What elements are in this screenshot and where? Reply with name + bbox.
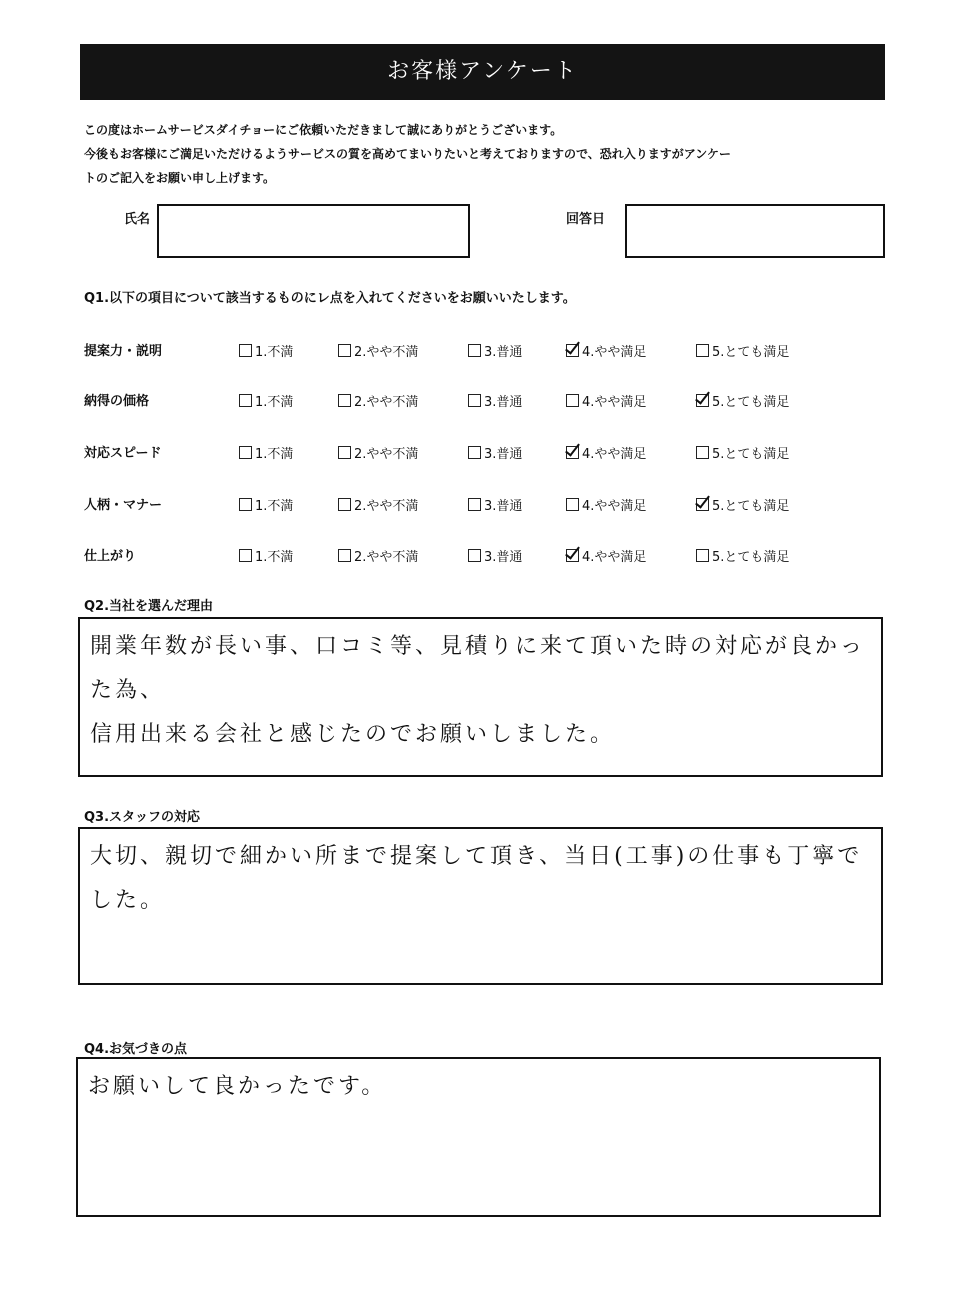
q1-option[interactable]	[696, 391, 789, 410]
checkbox-icon[interactable]	[468, 549, 481, 562]
checkbox-icon[interactable]	[468, 344, 481, 357]
intro-line-1: この度はホームサービスダイチョーにご依頼いただきまして誠にありがとうございます。	[84, 123, 563, 137]
q1-option-label: 2.やや不満	[354, 447, 419, 462]
q1-option[interactable]	[566, 391, 646, 410]
q1-option[interactable]	[239, 546, 293, 565]
q1-row	[84, 545, 884, 569]
q1-option[interactable]	[468, 341, 522, 360]
q1-row	[84, 442, 884, 466]
q2-title: Q2.当社を選んだ理由	[84, 599, 214, 614]
q1-row-label: 人柄・マナー	[84, 498, 163, 513]
q1-option[interactable]	[468, 495, 522, 514]
checkbox-icon[interactable]	[239, 344, 252, 357]
checked-checkbox-icon[interactable]	[696, 498, 709, 511]
checkbox-icon[interactable]	[696, 549, 709, 562]
q1-option[interactable]	[468, 443, 522, 462]
q1-option[interactable]	[566, 443, 646, 462]
q1-option-label: 4.やや満足	[582, 345, 647, 360]
q1-option-label: 5.とても満足	[712, 345, 790, 360]
q1-row-label: 提案力・説明	[84, 344, 163, 359]
q1-row-label: 仕上がり	[84, 549, 137, 564]
checkbox-icon[interactable]	[468, 498, 481, 511]
q1-option-label: 1.不満	[255, 499, 294, 514]
q1-option[interactable]	[338, 546, 418, 565]
q1-title: Q1.以下の項目について該当するものにレ点を入れてくださいをお願いいたします。	[84, 291, 576, 306]
q1-option-label: 1.不満	[255, 345, 294, 360]
q1-option-label: 5.とても満足	[712, 550, 790, 565]
q2-answer-line-2: 信用出来る会社と感じたのでお願いしました。	[90, 722, 616, 747]
q1-option[interactable]	[468, 546, 522, 565]
q1-row	[84, 494, 884, 518]
q1-option-label: 4.やや満足	[582, 499, 647, 514]
q1-option-label: 4.やや満足	[582, 447, 647, 462]
q4-answer-box[interactable]	[76, 1057, 881, 1217]
intro-line-3: トのご記入をお願い申し上げます。	[84, 171, 276, 185]
q1-option-label: 2.やや不満	[354, 499, 419, 514]
q1-row-label: 納得の価格	[84, 394, 150, 409]
q1-option-label: 3.普通	[484, 447, 523, 462]
q1-option-label: 2.やや不満	[354, 550, 419, 565]
q1-option[interactable]	[338, 495, 418, 514]
q1-option[interactable]	[338, 391, 418, 410]
q1-option-label: 1.不満	[255, 447, 294, 462]
q1-option[interactable]	[696, 495, 789, 514]
q1-option[interactable]	[239, 391, 293, 410]
survey-title: お客様アンケート	[80, 44, 885, 100]
q1-option-label: 5.とても満足	[712, 395, 790, 410]
q1-option[interactable]	[566, 495, 646, 514]
q1-option-label: 5.とても満足	[712, 499, 790, 514]
name-field[interactable]	[157, 204, 470, 258]
checkbox-icon[interactable]	[468, 394, 481, 407]
q1-option[interactable]	[566, 341, 646, 360]
q4-answer-line-1: お願いして良かったです。	[88, 1074, 387, 1099]
q1-row	[84, 340, 884, 364]
checkbox-icon[interactable]	[239, 394, 252, 407]
q1-option-label: 3.普通	[484, 499, 523, 514]
q1-row	[84, 390, 884, 414]
q2-answer-box[interactable]	[78, 617, 883, 777]
checked-checkbox-icon[interactable]	[566, 549, 579, 562]
q1-option[interactable]	[566, 546, 646, 565]
q1-option-label: 1.不満	[255, 550, 294, 565]
intro-line-2: 今後もお客様にご満足いただけるようサービスの質を高めてまいりたいと考えておりますので、恐れ入りますがアンケー	[84, 147, 732, 161]
q1-option[interactable]	[239, 341, 293, 360]
q1-option[interactable]	[239, 443, 293, 462]
q1-option-label: 3.普通	[484, 395, 523, 410]
checkbox-icon[interactable]	[696, 446, 709, 459]
checkbox-icon[interactable]	[338, 498, 351, 511]
q3-answer-box[interactable]	[78, 827, 883, 985]
q1-row-label: 対応スピード	[84, 446, 162, 461]
q1-option[interactable]	[468, 391, 522, 410]
date-label: 回答日	[566, 212, 606, 227]
q1-option-label: 4.やや満足	[582, 550, 647, 565]
q1-option-label: 2.やや不満	[354, 395, 419, 410]
checkbox-icon[interactable]	[696, 344, 709, 357]
q3-answer-line-1: 大切、親切で細かい所まで提案して頂き、当日(工事)の仕事も丁寧でした。	[90, 844, 863, 913]
intro-text	[84, 118, 884, 190]
checkbox-icon[interactable]	[239, 446, 252, 459]
q1-option-label: 4.やや満足	[582, 395, 647, 410]
checkbox-icon[interactable]	[239, 498, 252, 511]
checkbox-icon[interactable]	[566, 498, 579, 511]
checkbox-icon[interactable]	[239, 549, 252, 562]
q4-title: Q4.お気づきの点	[84, 1042, 188, 1057]
date-field[interactable]	[625, 204, 885, 258]
q1-option[interactable]	[696, 546, 789, 565]
checkbox-icon[interactable]	[338, 344, 351, 357]
checkbox-icon[interactable]	[338, 394, 351, 407]
checkbox-icon[interactable]	[338, 549, 351, 562]
q1-option-label: 5.とても満足	[712, 447, 790, 462]
checkbox-icon[interactable]	[566, 394, 579, 407]
q1-option[interactable]	[338, 341, 418, 360]
q1-option[interactable]	[239, 495, 293, 514]
checkbox-icon[interactable]	[468, 446, 481, 459]
checked-checkbox-icon[interactable]	[566, 344, 579, 357]
q1-option[interactable]	[338, 443, 418, 462]
q1-option-label: 2.やや不満	[354, 345, 419, 360]
name-label: 氏名	[124, 212, 151, 227]
q2-answer	[80, 619, 881, 763]
checked-checkbox-icon[interactable]	[696, 394, 709, 407]
q1-option-label: 1.不満	[255, 395, 294, 410]
q3-title: Q3.スタッフの対応	[84, 810, 201, 825]
q1-option[interactable]	[696, 443, 789, 462]
q1-option[interactable]	[696, 341, 789, 360]
checkbox-icon[interactable]	[338, 446, 351, 459]
q3-answer	[80, 829, 881, 929]
q2-answer-line-1: 開業年数が長い事、口コミ等、見積りに来て頂いた時の対応が良かった為、	[90, 634, 866, 703]
checked-checkbox-icon[interactable]	[566, 446, 579, 459]
q1-option-label: 3.普通	[484, 550, 523, 565]
q1-option-label: 3.普通	[484, 345, 523, 360]
q4-answer	[78, 1059, 879, 1115]
